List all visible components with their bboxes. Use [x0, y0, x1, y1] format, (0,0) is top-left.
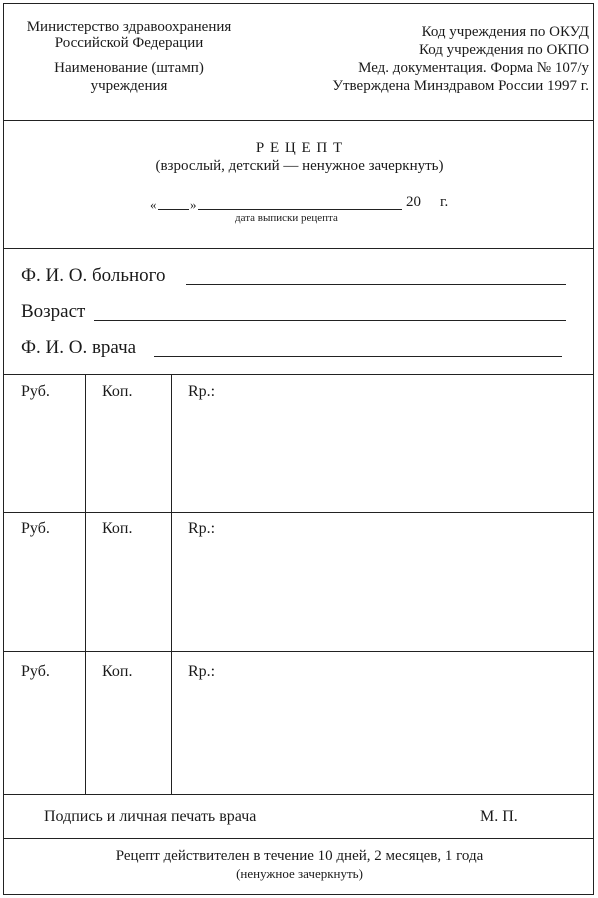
- divider: [4, 120, 593, 121]
- date-day-field[interactable]: [158, 209, 189, 210]
- doctor-name-label: Ф. И. О. врача: [21, 337, 137, 358]
- rp-label: Rp.:: [188, 663, 216, 680]
- date-caption: дата выписки рецепта: [235, 212, 338, 224]
- column-divider: [171, 374, 172, 794]
- approval-label: Утверждена Минздравом России 1997 г.: [332, 78, 589, 94]
- institution-stamp-label: Наименование (штамп): [54, 60, 204, 76]
- kop-label: Коп.: [102, 383, 133, 400]
- recipe-subtitle: (взрослый, детский — ненужное зачеркнуть): [155, 158, 444, 174]
- prescription-form: [3, 3, 594, 895]
- age-field[interactable]: [94, 320, 566, 321]
- rp-label: Rp.:: [188, 383, 216, 400]
- date-year-prefix: 20: [406, 194, 421, 210]
- divider: [4, 838, 593, 839]
- validity-note-hint: (ненужное зачеркнуть): [236, 866, 363, 881]
- patient-name-label: Ф. И. О. больного: [21, 265, 166, 286]
- divider: [4, 374, 593, 375]
- rub-label: Руб.: [21, 663, 50, 680]
- date-close-quote: »: [190, 197, 197, 212]
- ministry-title-line2: Российской Федерации: [54, 35, 204, 51]
- okud-code-label: Код учреждения по ОКУД: [421, 24, 589, 40]
- kop-label: Коп.: [102, 520, 133, 537]
- okpo-code-label: Код учреждения по ОКПО: [418, 42, 589, 58]
- rp-label: Rp.:: [188, 520, 216, 537]
- divider: [4, 248, 593, 249]
- date-open-quote: «: [150, 197, 157, 212]
- divider: [4, 651, 593, 652]
- rub-label: Руб.: [21, 520, 50, 537]
- patient-name-field[interactable]: [186, 284, 566, 285]
- form-number-label: Мед. документация. Форма № 107/у: [358, 60, 589, 76]
- ministry-title-line1: Министерство здравоохранения: [26, 19, 232, 35]
- divider: [4, 512, 593, 513]
- rub-label: Руб.: [21, 383, 50, 400]
- date-year-suffix: г.: [440, 194, 449, 210]
- institution-stamp-label-line2: учреждения: [90, 78, 168, 94]
- stamp-place-label: М. П.: [480, 808, 518, 825]
- age-label: Возраст: [21, 301, 86, 322]
- signature-label: Подпись и личная печать врача: [44, 808, 257, 825]
- column-divider: [85, 374, 86, 794]
- doctor-name-field[interactable]: [154, 356, 562, 357]
- validity-note: Рецепт действителен в течение 10 дней, 2 месяцев, 1 года: [115, 848, 484, 864]
- divider: [4, 794, 593, 795]
- recipe-title: Р Е Ц Е П Т: [255, 140, 344, 156]
- date-month-field[interactable]: [198, 209, 402, 210]
- kop-label: Коп.: [102, 663, 133, 680]
